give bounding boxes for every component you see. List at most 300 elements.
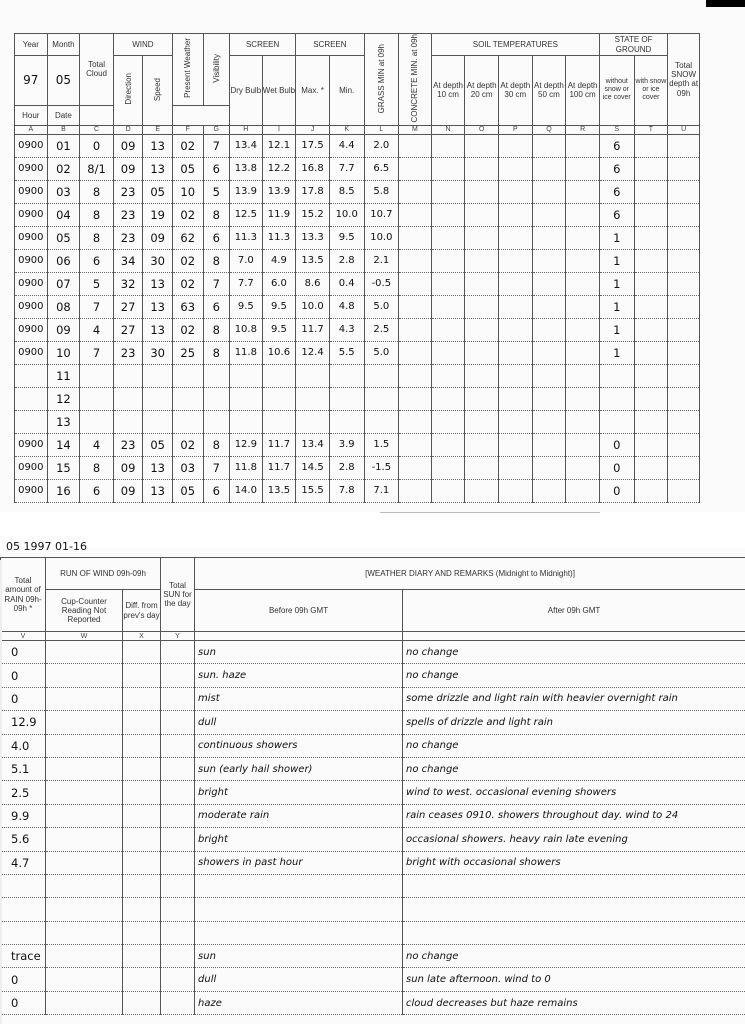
soil-30cm-cell (499, 387, 533, 410)
wind-speed-cell (143, 387, 173, 410)
concrete-min-cell (399, 134, 432, 157)
total-sun-cell (161, 898, 195, 921)
soil-10cm-cell (431, 318, 465, 341)
total-rain-cell: 4.7 (1, 851, 46, 874)
cup-counter-cell (46, 664, 123, 687)
before-09h-cell: bright (195, 828, 403, 851)
soil-50cm-cell (532, 479, 566, 502)
observation-row (15, 341, 700, 364)
min-temp-cell: 2.8 (329, 456, 364, 479)
max-temp-cell: 12.4 (296, 341, 330, 364)
min-header: Min. (329, 56, 364, 126)
diary-table (0, 557, 745, 1015)
date-cell: 09 (47, 318, 80, 341)
visibility-cell: 5 (203, 180, 230, 203)
total-rain-cell: 4.0 (1, 734, 46, 757)
diary-row (1, 921, 745, 944)
after-09h-cell: some drizzle and light rain with heavier overnight rain (403, 687, 745, 710)
total-sun-cell (161, 804, 195, 827)
col-letter: X (123, 632, 161, 641)
observation-row (15, 203, 700, 226)
soil-50cm-cell (532, 272, 566, 295)
dry-bulb-cell: 11.8 (230, 456, 263, 479)
cup-counter-cell (46, 851, 123, 874)
hour-cell: 0900 (15, 134, 48, 157)
cup-counter-cell (46, 687, 123, 710)
col-letter: D (113, 125, 143, 134)
screen-header-2: SCREEN (296, 34, 364, 56)
soil-30cm-cell (499, 410, 533, 433)
wind-direction-cell: 09 (113, 157, 143, 180)
scan-edge (0, 560, 2, 1024)
observation-row (15, 433, 700, 456)
snow-depth-cell (668, 203, 700, 226)
wet-bulb-header: Wet Bulb (262, 56, 296, 126)
soil-100cm-cell (566, 479, 600, 502)
observation-row (15, 364, 700, 387)
ground-with-snow-cell (634, 364, 668, 387)
soil-20cm-cell (465, 456, 499, 479)
after-09h-cell: no change (403, 734, 745, 757)
total-rain-cell: 0 (1, 641, 46, 664)
wind-direction-cell: 23 (113, 226, 143, 249)
snow-depth-cell (668, 295, 700, 318)
total-cloud-cell: 7 (80, 295, 114, 318)
col-letter: W (46, 632, 123, 641)
total-rain-cell: 12.9 (1, 711, 46, 734)
concrete-min-cell (399, 341, 432, 364)
before-09h-cell (195, 874, 403, 897)
concrete-min-cell (399, 180, 432, 203)
soil-20cm-cell (465, 134, 499, 157)
present-weather-cell: 02 (172, 318, 203, 341)
total-sun-cell (161, 711, 195, 734)
present-weather-cell (172, 387, 203, 410)
ground-with-snow-cell (634, 157, 668, 180)
before-09h-cell: sun (195, 945, 403, 968)
wind-direction-cell: 27 (113, 318, 143, 341)
ground-with-snow-cell (634, 479, 668, 502)
ground-with-snow-cell (634, 226, 668, 249)
soil-10cm-header: At depth 10 cm (431, 56, 465, 126)
date-cell: 16 (47, 479, 80, 502)
wind-speed-cell: 05 (143, 180, 173, 203)
dry-bulb-cell: 13.4 (230, 134, 263, 157)
wind-diff-cell (123, 968, 161, 991)
soil-50cm-cell (532, 134, 566, 157)
present-weather-cell: 25 (172, 341, 203, 364)
snow-depth-cell (668, 341, 700, 364)
total-sun-cell (161, 991, 195, 1014)
visibility-cell: 8 (203, 249, 230, 272)
col-letter: Y (161, 632, 195, 641)
ground-without-snow-cell (599, 364, 634, 387)
soil-20cm-cell (465, 180, 499, 203)
wind-direction-cell: 09 (113, 456, 143, 479)
hour-cell: 0900 (15, 433, 48, 456)
present-weather-cell: 02 (172, 134, 203, 157)
ground-without-snow-cell: 0 (599, 479, 634, 502)
hour-cell: 0900 (15, 157, 48, 180)
col-letter: I (262, 125, 296, 134)
col-letter (403, 632, 745, 641)
wind-speed-header: Speed (143, 56, 173, 126)
concrete-min-cell (399, 456, 432, 479)
ground-without-snow-cell: 6 (599, 134, 634, 157)
diary-row (1, 804, 745, 827)
wind-direction-cell: 34 (113, 249, 143, 272)
col-letter: S (599, 125, 634, 134)
dry-bulb-cell: 13.9 (230, 180, 263, 203)
wind-direction-cell: 27 (113, 295, 143, 318)
concrete-min-cell (399, 410, 432, 433)
col-letter: L (364, 125, 399, 134)
date-header: Date (47, 105, 80, 125)
ground-with-snow-cell (634, 456, 668, 479)
ground-without-snow-cell: 1 (599, 295, 634, 318)
wind-direction-cell (113, 410, 143, 433)
soil-100cm-cell (566, 295, 600, 318)
observation-row (15, 249, 700, 272)
snow-depth-cell (668, 364, 700, 387)
total-sun-cell (161, 851, 195, 874)
hour-cell: 0900 (15, 203, 48, 226)
soil-50cm-cell (532, 456, 566, 479)
wet-bulb-cell: 11.9 (262, 203, 296, 226)
wet-bulb-cell: 6.0 (262, 272, 296, 295)
min-temp-cell: 7.7 (329, 157, 364, 180)
total-cloud-cell: 0 (80, 134, 114, 157)
concrete-min-cell (399, 272, 432, 295)
present-weather-cell: 02 (172, 249, 203, 272)
hour-cell: 0900 (15, 341, 48, 364)
wet-bulb-cell: 11.7 (262, 456, 296, 479)
diary-row (1, 874, 745, 897)
soil-20cm-cell (465, 157, 499, 180)
total-snow-header: Total SNOW depth at 09h (668, 34, 700, 126)
ground-without-snow-cell: 1 (599, 272, 634, 295)
soil-20cm-cell (465, 387, 499, 410)
col-letter: Q (532, 125, 566, 134)
soil-10cm-cell (431, 272, 465, 295)
soil-30cm-header: At depth 30 cm (499, 56, 533, 126)
total-cloud-cell: 8 (80, 226, 114, 249)
soil-100cm-cell (566, 433, 600, 456)
soil-50cm-header: At depth 50 cm (532, 56, 566, 126)
before-09h-cell (195, 898, 403, 921)
col-letter: B (47, 125, 80, 134)
concrete-min-cell (399, 387, 432, 410)
min-temp-cell: 0.4 (329, 272, 364, 295)
wind-direction-cell: 23 (113, 203, 143, 226)
min-temp-cell: 5.5 (329, 341, 364, 364)
soil-100cm-cell (566, 456, 600, 479)
col-letter: A (15, 125, 48, 134)
visibility-cell (203, 387, 230, 410)
ground-without-snow-cell: 0 (599, 433, 634, 456)
diff-header: Diff. from prev's day (123, 590, 161, 632)
col-letter: E (143, 125, 173, 134)
visibility-cell: 8 (203, 433, 230, 456)
observation-row (15, 479, 700, 502)
col-letter: H (230, 125, 263, 134)
diary-row (1, 757, 745, 780)
cup-counter-cell (46, 968, 123, 991)
after-09h-cell: cloud decreases but haze remains (403, 991, 745, 1014)
col-letter: M (399, 125, 432, 134)
grass-min-cell (364, 364, 399, 387)
date-cell: 13 (47, 410, 80, 433)
soil-30cm-cell (499, 180, 533, 203)
present-weather-cell (172, 364, 203, 387)
soil-10cm-cell (431, 364, 465, 387)
soil-20cm-cell (465, 364, 499, 387)
diary-row (1, 641, 745, 664)
soil-100cm-cell (566, 364, 600, 387)
diary-row (1, 968, 745, 991)
date-cell: 01 (47, 134, 80, 157)
hour-cell (15, 387, 48, 410)
wind-direction-cell: 32 (113, 272, 143, 295)
max-temp-cell: 14.5 (296, 456, 330, 479)
soil-30cm-cell (499, 272, 533, 295)
screen-header-1: SCREEN (230, 34, 296, 56)
total-rain-cell: 0 (1, 664, 46, 687)
soil-100cm-cell (566, 410, 600, 433)
total-sun-cell (161, 968, 195, 991)
max-temp-cell: 13.3 (296, 226, 330, 249)
total-cloud-cell: 8 (80, 180, 114, 203)
observation-row (15, 272, 700, 295)
cup-counter-cell (46, 874, 123, 897)
ground-without-snow-cell: 1 (599, 249, 634, 272)
soil-20cm-cell (465, 410, 499, 433)
total-rain-cell: 5.6 (1, 828, 46, 851)
soil-20cm-header: At depth 20 cm (465, 56, 499, 126)
snow-depth-cell (668, 180, 700, 203)
wet-bulb-cell (262, 387, 296, 410)
wind-diff-cell (123, 898, 161, 921)
wet-bulb-cell: 13.5 (262, 479, 296, 502)
soil-10cm-cell (431, 157, 465, 180)
wet-bulb-cell (262, 410, 296, 433)
grass-min-cell: 10.7 (364, 203, 399, 226)
wind-direction-cell (113, 387, 143, 410)
wet-bulb-cell: 9.5 (262, 295, 296, 318)
total-sun-cell (161, 828, 195, 851)
concrete-min-cell (399, 295, 432, 318)
after-09h-cell: no change (403, 757, 745, 780)
grass-min-cell: 7.1 (364, 479, 399, 502)
state-of-ground-header: STATE OF GROUND (599, 34, 667, 56)
date-cell: 15 (47, 456, 80, 479)
after-09h-cell (403, 921, 745, 944)
snow-depth-cell (668, 249, 700, 272)
ground-with-snow-cell (634, 295, 668, 318)
soil-10cm-cell (431, 387, 465, 410)
soil-30cm-cell (499, 341, 533, 364)
observation-row (15, 226, 700, 249)
after-09h-cell: occasional showers. heavy rain late evening (403, 828, 745, 851)
cup-counter-cell (46, 641, 123, 664)
cup-counter-cell (46, 804, 123, 827)
min-temp-cell: 3.9 (329, 433, 364, 456)
diary-row (1, 711, 745, 734)
ground-without-snow-cell: 6 (599, 203, 634, 226)
wind-speed-cell: 13 (143, 272, 173, 295)
concrete-min-header: CONCRETE MIN. at 09h (399, 34, 432, 126)
soil-10cm-cell (431, 456, 465, 479)
after-09h-cell (403, 874, 745, 897)
footnote-rule (380, 512, 600, 515)
visibility-cell: 7 (203, 456, 230, 479)
snow-depth-cell (668, 272, 700, 295)
col-letter: V (1, 632, 46, 641)
wind-diff-cell (123, 851, 161, 874)
soil-30cm-cell (499, 295, 533, 318)
visibility-cell: 8 (203, 318, 230, 341)
ground-without-snow-cell (599, 387, 634, 410)
date-cell: 12 (47, 387, 80, 410)
visibility-cell: 7 (203, 272, 230, 295)
total-cloud-cell: 4 (80, 318, 114, 341)
ground-with-snow-cell (634, 318, 668, 341)
dry-bulb-cell: 14.0 (230, 479, 263, 502)
wet-bulb-cell: 13.9 (262, 180, 296, 203)
wind-diff-cell (123, 641, 161, 664)
wind-diff-cell (123, 874, 161, 897)
diary-row (1, 945, 745, 968)
soil-20cm-cell (465, 433, 499, 456)
soil-100cm-cell (566, 272, 600, 295)
diary-row (1, 828, 745, 851)
present-weather-cell: 03 (172, 456, 203, 479)
total-sun-cell (161, 757, 195, 780)
soil-10cm-cell (431, 479, 465, 502)
ground-with-snow-cell (634, 272, 668, 295)
snow-depth-cell (668, 157, 700, 180)
wind-diff-cell (123, 921, 161, 944)
diary-row (1, 664, 745, 687)
dry-bulb-cell: 13.8 (230, 157, 263, 180)
soil-10cm-cell (431, 249, 465, 272)
total-sun-cell (161, 664, 195, 687)
observation-row (15, 387, 700, 410)
min-temp-cell: 4.3 (329, 318, 364, 341)
soil-10cm-cell (431, 295, 465, 318)
soil-10cm-cell (431, 341, 465, 364)
page-gap (0, 512, 745, 548)
max-header: Max. * (296, 56, 330, 126)
dry-bulb-cell: 7.0 (230, 249, 263, 272)
before-09h-cell: sun (early hail shower) (195, 757, 403, 780)
max-temp-cell: 15.5 (296, 479, 330, 502)
cup-counter-cell (46, 781, 123, 804)
wind-speed-cell: 13 (143, 157, 173, 180)
col-letter (195, 632, 403, 641)
month-header: Month (47, 34, 80, 56)
max-temp-cell: 16.8 (296, 157, 330, 180)
min-temp-cell: 4.8 (329, 295, 364, 318)
soil-30cm-cell (499, 364, 533, 387)
hour-cell (15, 410, 48, 433)
soil-20cm-cell (465, 272, 499, 295)
snow-depth-cell (668, 456, 700, 479)
total-rain-cell (1, 874, 46, 897)
ground-without-snow-cell: 6 (599, 157, 634, 180)
visibility-cell (203, 364, 230, 387)
without-snow-header: without snow or ice cover (599, 56, 634, 126)
soil-10cm-cell (431, 433, 465, 456)
soil-30cm-cell (499, 157, 533, 180)
soil-temperatures-header: SOIL TEMPERATURES (431, 34, 599, 56)
before-09h-header: Before 09h GMT (195, 590, 403, 632)
wet-bulb-cell: 11.7 (262, 433, 296, 456)
soil-50cm-cell (532, 203, 566, 226)
diary-row (1, 687, 745, 710)
wind-speed-cell: 19 (143, 203, 173, 226)
wind-diff-cell (123, 781, 161, 804)
soil-30cm-cell (499, 433, 533, 456)
wet-bulb-cell: 10.6 (262, 341, 296, 364)
present-weather-cell: 05 (172, 479, 203, 502)
cup-counter-cell (46, 991, 123, 1014)
before-09h-cell: showers in past hour (195, 851, 403, 874)
observation-row (15, 180, 700, 203)
soil-100cm-cell (566, 157, 600, 180)
ground-without-snow-cell: 1 (599, 226, 634, 249)
grass-min-cell: 10.0 (364, 226, 399, 249)
col-letter: N (431, 125, 465, 134)
max-temp-cell: 13.5 (296, 249, 330, 272)
dry-bulb-cell: 12.5 (230, 203, 263, 226)
col-letter: T (634, 125, 668, 134)
total-cloud-header: Total Cloud (80, 34, 114, 106)
hour-cell: 0900 (15, 456, 48, 479)
year-header: Year (15, 34, 48, 56)
hour-cell: 0900 (15, 295, 48, 318)
soil-20cm-cell (465, 226, 499, 249)
wind-diff-cell (123, 757, 161, 780)
ground-with-snow-cell (634, 134, 668, 157)
before-09h-cell: sun (195, 641, 403, 664)
diary-row (1, 851, 745, 874)
snow-depth-cell (668, 318, 700, 341)
soil-20cm-cell (465, 203, 499, 226)
ground-with-snow-cell (634, 249, 668, 272)
dry-bulb-cell: 9.5 (230, 295, 263, 318)
total-sun-cell (161, 874, 195, 897)
total-sun-cell (161, 781, 195, 804)
wind-speed-cell (143, 410, 173, 433)
soil-100cm-cell (566, 341, 600, 364)
cup-counter-cell (46, 898, 123, 921)
ground-with-snow-cell (634, 341, 668, 364)
ground-without-snow-cell: 6 (599, 180, 634, 203)
wind-direction-cell: 09 (113, 479, 143, 502)
present-weather-cell (172, 410, 203, 433)
wet-bulb-cell (262, 364, 296, 387)
visibility-cell: 8 (203, 203, 230, 226)
total-rain-cell (1, 921, 46, 944)
min-temp-cell: 8.5 (329, 180, 364, 203)
min-temp-cell (329, 364, 364, 387)
col-letter: J (296, 125, 330, 134)
max-temp-cell: 15.2 (296, 203, 330, 226)
visibility-header: Visibility (203, 34, 230, 106)
soil-100cm-cell (566, 226, 600, 249)
after-09h-cell: no change (403, 641, 745, 664)
